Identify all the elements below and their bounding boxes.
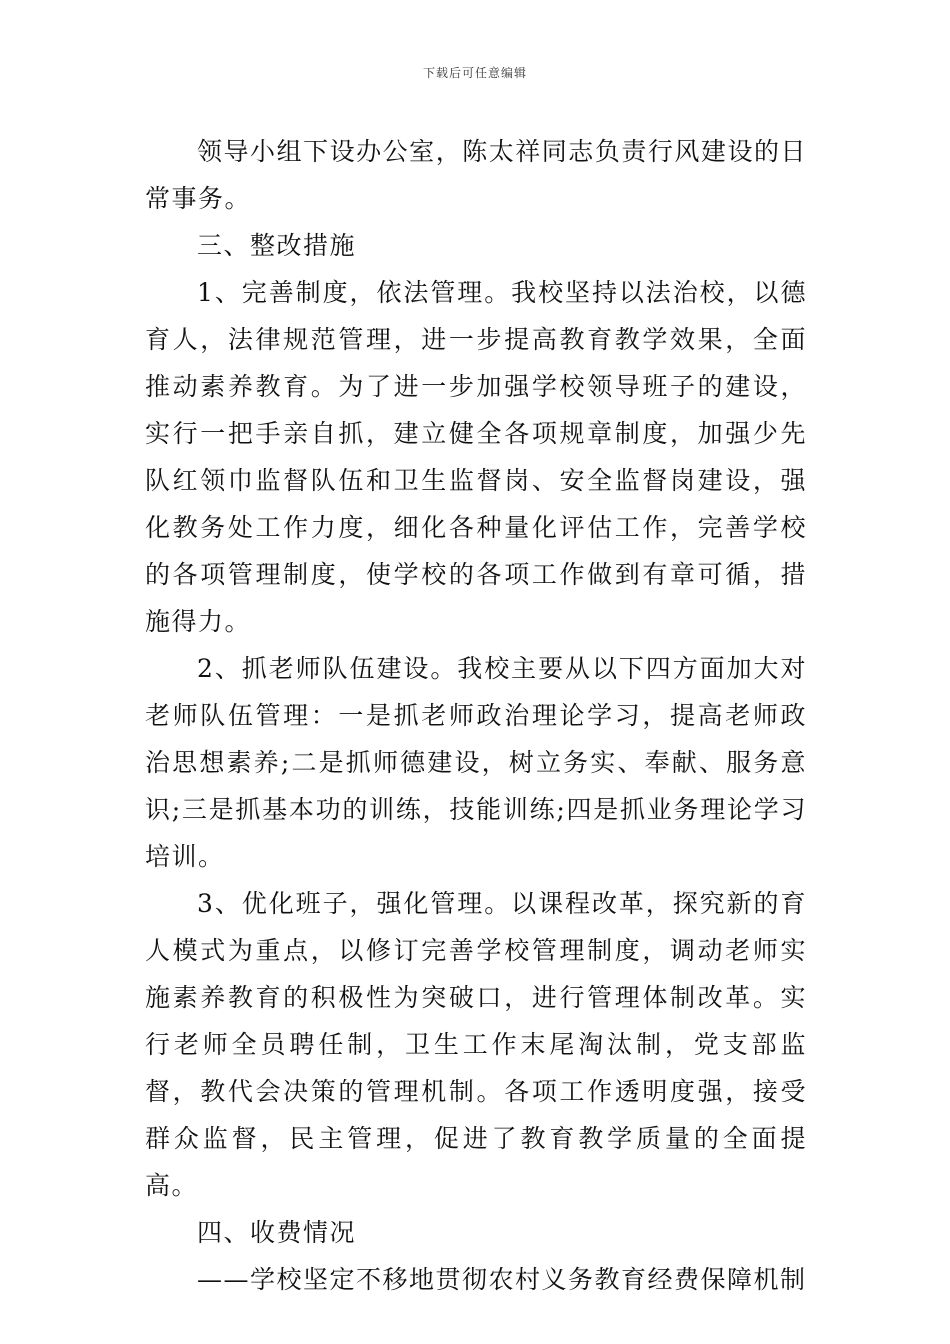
heading-fee-situation: 四、收费情况 bbox=[197, 1218, 357, 1247]
document-body bbox=[145, 128, 807, 1303]
paragraph-measure-2: 2、抓老师队伍建设。我校主要从以下四方面加大对老师队伍管理：一是抓老师政治理论学习，提高老师政治思想素养;二是抓师德建设，树立务实、奉献、服务意识;三是抓基本功的训练，技能训练;四是抓业务理论学习培训。 bbox=[145, 654, 807, 871]
paragraph-office-duty: 领导小组下设办公室，陈太祥同志负责行风建设的日常事务。 bbox=[145, 137, 807, 213]
header-note: 下载后可任意编辑 bbox=[422, 66, 527, 80]
paragraph-fee-guarantee: ——学校坚定不移地贯彻农村义务教育经费保障机制 bbox=[197, 1265, 807, 1294]
paragraph-measure-1: 1、完善制度，依法管理。我校坚持以法治校，以德育人，法律规范管理，进一步提高教育教学效果，全面推动素养教育。为了进一步加强学校领导班子的建设，实行一把手亲自抓，建立健全各项规章制度，加强少先队红领巾监督队伍和卫生监督岗、安全监督岗建设，强化教务处工作力度，细化各种量化评估工作，完善学校的各项管理制度，使学校的各项工作做到有章可循，措施得力。 bbox=[145, 278, 807, 636]
paragraph-measure-3: 3、优化班子，强化管理。以课程改革，探究新的育人模式为重点，以修订完善学校管理制度，调动老师实施素养教育的积极性为突破口，进行管理体制改革。实行老师全员聘任制，卫生工作末尾淘汰制，党支部监督，教代会决策的管理机制。各项工作透明度强，接受群众监督，民主管理，促进了教育教学质量的全面提高。 bbox=[145, 889, 807, 1200]
heading-rectification-measures: 三、整改措施 bbox=[197, 231, 357, 260]
